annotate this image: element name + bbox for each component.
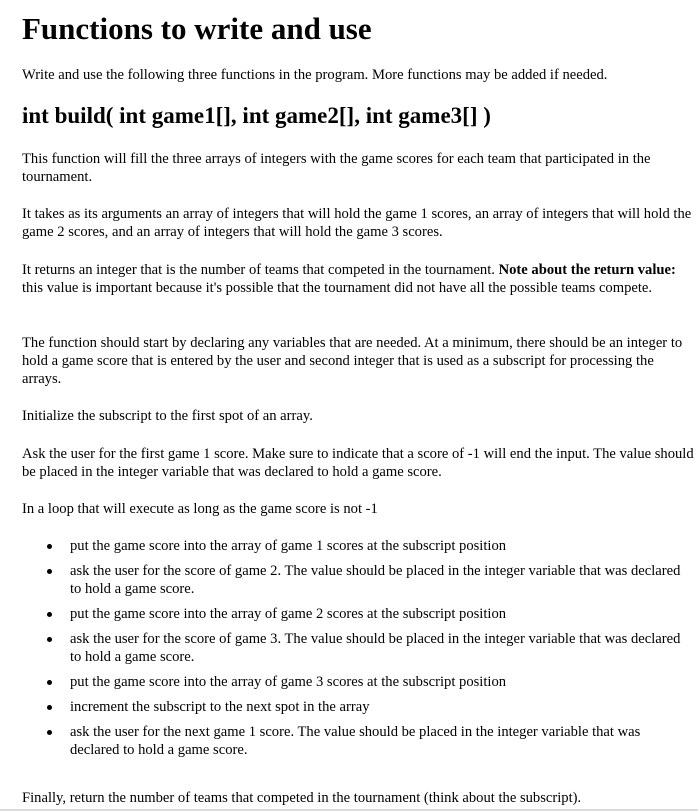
return-value-note-text: this value is important because it's possible that the tournament did not have all the possible teams compete. <box>22 280 653 296</box>
list-item: ask the user for the score of game 3. The value should be placed in the integer variable that was declared to hold a game score. <box>70 630 687 666</box>
intro-paragraph: Write and use the following three functions in the program. More functions may be added if needed. <box>22 67 608 83</box>
list-item: put the game score into the array of game 2 scores at the subscript position <box>70 605 687 623</box>
paragraph-first-input: Ask the user for the first game 1 score. Make sure to indicate that a score of -1 will end the input. The value should be placed in the integer variable that was declared to hold a game score. <box>22 446 694 480</box>
return-value-text: It returns an integer that is the number of teams that competed in the tournament. <box>22 262 499 278</box>
paragraph-purpose: This function will fill the three arrays of integers with the game scores for each team that participated in the tournament. <box>22 151 651 185</box>
paragraph-return-count: Finally, return the number of teams that competed in the tournament (think about the subscript). <box>22 790 582 806</box>
list-item: increment the subscript to the next spot in the array <box>70 698 687 716</box>
paragraph-variables: The function should start by declaring any variables that are needed. At a minimum, there should be an integer to hold a game score that is entered by the user and second integer that is used as a subscript for processing the arrays. <box>22 335 683 387</box>
list-item: ask the user for the next game 1 score. The value should be placed in the integer variable that was declared to hold a game score. <box>70 723 687 759</box>
page-heading: Functions to write and use <box>22 11 372 46</box>
paragraph-loop-intro: In a loop that will execute as long as the game score is not -1 <box>22 501 378 517</box>
return-value-note-label: Note about the return value: <box>498 262 676 278</box>
list-item: put the game score into the array of game 1 scores at the subscript position <box>70 537 687 555</box>
loop-steps-list <box>22 537 687 766</box>
paragraph-arguments: It takes as its arguments an array of integers that will hold the game 1 scores, an array of integers that will hold the game 2 scores, and an array of integers that will hold the game 3 scores. <box>22 206 692 240</box>
function-signature-heading: int build( int game1[], int game2[], int game3[] ) <box>22 103 491 128</box>
list-item: put the game score into the array of game 3 scores at the subscript position <box>70 673 687 691</box>
paragraph-return-value <box>22 261 694 297</box>
paragraph-initialize-subscript: Initialize the subscript to the first spot of an array. <box>22 408 313 424</box>
list-item: ask the user for the score of game 2. The value should be placed in the integer variable that was declared to hold a game score. <box>70 562 687 598</box>
